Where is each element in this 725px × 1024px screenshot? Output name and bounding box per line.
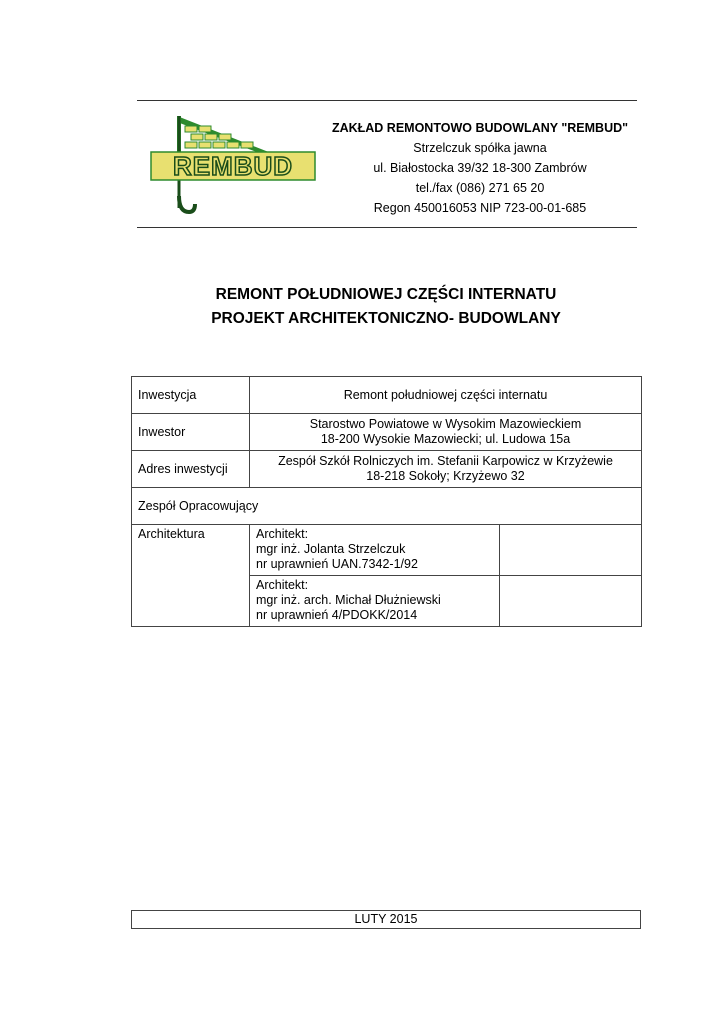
architect-license: nr uprawnień 4/PDOKK/2014 <box>256 608 418 622</box>
table-row <box>132 451 642 488</box>
rembud-logo <box>149 112 319 220</box>
logo-text: REMBUD <box>172 151 294 181</box>
table-row <box>132 377 642 414</box>
inwestor-value-1: Starostwo Powiatowe w Wysokim Mazowieckiem <box>309 417 582 431</box>
adres-label: Adres inwestycji <box>132 451 250 488</box>
company-address: ul. Białostocka 39/32 18-300 Zambrów <box>373 161 587 175</box>
signature-cell <box>500 576 642 627</box>
footer-date: LUTY 2015 <box>131 910 641 929</box>
adres-value-1: Zespół Szkół Rolniczych im. Stefanii Karpowicz w Krzyżewie <box>278 454 613 468</box>
architect-name: mgr inż. Jolanta Strzelczuk <box>256 542 406 556</box>
document-title <box>130 283 642 331</box>
company-regon: Regon 450016053 NIP 723-00-01-685 <box>373 201 587 215</box>
top-rule <box>137 100 637 101</box>
inwestor-label: Inwestor <box>132 414 250 451</box>
company-info <box>320 118 640 218</box>
architect-cell <box>250 576 500 627</box>
inwestycja-label: Inwestycja <box>132 377 250 414</box>
company-line2: Strzelczuk spółka jawna <box>413 141 547 155</box>
company-name: ZAKŁAD REMONTOWO BUDOWLANY "REMBUD" <box>331 121 629 135</box>
table-row <box>132 414 642 451</box>
architect-role: Architekt: <box>256 527 309 541</box>
project-info-table <box>131 376 642 627</box>
title-line1: REMONT POŁUDNIOWEJ CZĘŚCI INTERNATU <box>215 286 557 303</box>
architect-cell <box>250 525 500 576</box>
inwestycja-value: Remont południowej części internatu <box>250 377 642 414</box>
signature-cell <box>500 525 642 576</box>
architektura-label: Architektura <box>132 525 250 627</box>
table-row <box>132 525 642 576</box>
inwestor-value-2: 18-200 Wysokie Mazowiecki; ul. Ludowa 15a <box>320 432 571 446</box>
table-row <box>132 488 642 525</box>
company-phone: tel./fax (086) 271 65 20 <box>415 181 545 195</box>
header-bottom-rule <box>137 227 637 228</box>
title-line2: PROJEKT ARCHITEKTONICZNO- BUDOWLANY <box>211 310 561 327</box>
architect-name: mgr inż. arch. Michał Dłużniewski <box>256 593 441 607</box>
adres-value-2: 18-218 Sokoły; Krzyżewo 32 <box>366 469 525 483</box>
architect-role: Architekt: <box>256 578 309 592</box>
inwestor-value <box>250 414 642 451</box>
zespol-label: Zespół Opracowujący <box>132 488 642 525</box>
architect-license: nr uprawnień UAN.7342-1/92 <box>256 557 418 571</box>
adres-value <box>250 451 642 488</box>
